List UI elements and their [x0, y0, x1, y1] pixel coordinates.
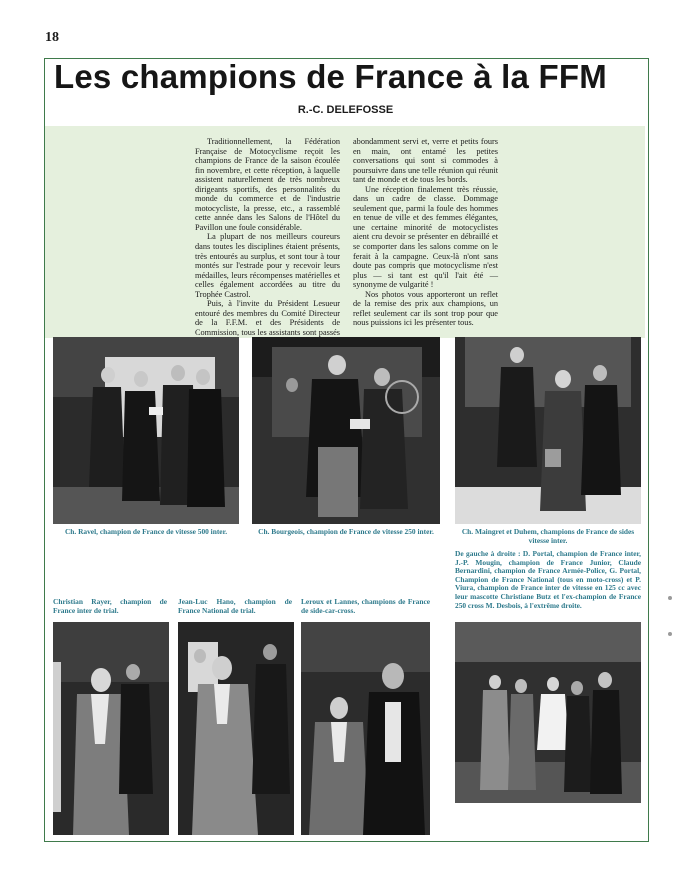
paragraph: La plupart de nos meilleurs coureurs dans toutes les disciplines étaient présents, très entourés au surplus, et sont tour à tour montés sur l'estrade pour y recevoir leurs médailles, leurs récompenses matérielles et celles également accordées au titre du Trophée Castrol.	[195, 232, 340, 299]
photo-hano	[178, 622, 294, 835]
caption-bourgeois: Ch. Bourgeois, champion de France de vitesse 250 inter.	[258, 527, 434, 536]
intro-background	[45, 126, 645, 338]
photo-bourgeois	[252, 337, 440, 524]
paragraph: Puis, à l'invite du Président Lesueur entouré des membres du Comité Directeur de la F.F.M. et des Présidents de Commission, tous les assistants sont passés	[195, 299, 340, 337]
article-author: R.-C. DELEFOSSE	[297, 104, 394, 116]
caption-maingret-duhem: Ch. Maingret et Duhem, champions de France de sides vitesse inter.	[461, 527, 635, 545]
margin-mark	[668, 632, 672, 636]
article-title: Les champions de France à la FFM	[54, 58, 607, 95]
article-column-1	[195, 137, 340, 347]
paragraph: Traditionnellement, la Fédération Française de Motocyclisme reçoit les champions de France de la saison écoulée fin novembre, et cette réception, à laquelle assistent naturellement de très nombreux dirigeants sportifs, des personnalités du monde du commerce et de l'industrie motocycliste, la presse, etc., a rassemblé cette année dans les Salons de l'Hôtel du Pavillon une foule considérable.	[195, 137, 340, 232]
photo-ravel	[53, 337, 239, 524]
photo-leroux-lannes	[301, 622, 430, 835]
article-column-2	[353, 137, 498, 328]
margin-mark	[668, 596, 672, 600]
photo-rayer	[53, 622, 169, 835]
paragraph: Une réception finalement très réussie, dans un cadre de classe. Dommage seulement que, parmi la foule des hommes en tenue de ville et des femmes élégantes, une certaine minorité de motocyclistes aient cru devoir se présenter en débraillé et se comporter dans les salons comme on le ferait à la campagne. Ceux-là n'ont sans doute pas compris que motocyclisme n'est plus — si tant est qu'il l'ait été — synonyme de vulgarité !	[353, 184, 498, 290]
caption-group: De gauche à droite : D. Portal, champion de France inter, J.-P. Mougin, champion de France Junior, Claude Bernardini, champion de France Armée-Police, G. Portal, Champion de France National (tous en moto-cross) et P. Viura, champion de France inter de vitesse en 125 cc avec leur mascotte Christiane Butz et l'ex-champion de France 250 cross M. Desbois, à l'extrême droite.	[455, 549, 641, 610]
caption-hano: Jean-Luc Hano, champion de France National de trial.	[178, 597, 292, 615]
caption-ravel: Ch. Ravel, champion de France de vitesse 500 inter.	[64, 527, 228, 536]
caption-rayer: Christian Rayer, champion de France inter de trial.	[53, 597, 167, 615]
page-number: 18	[45, 30, 59, 45]
photo-maingret-duhem	[455, 337, 641, 524]
caption-leroux-lannes: Leroux et Lannes, champions de France de side-car-cross.	[301, 597, 430, 615]
paragraph: Nos photos vous apporteront un reflet de la remise des prix aux champions, un reflet seulement car ils sont trop pour que nous puissions ici les présenter tous.	[353, 289, 498, 328]
photo-group	[455, 622, 641, 803]
paragraph: abondamment servi et, verre et petits fours en main, ont entamé les petites conversations qui sont si commodes à poursuivre dans une telle réunion qui réunit tant de monde et de tous les bords.	[353, 137, 498, 185]
